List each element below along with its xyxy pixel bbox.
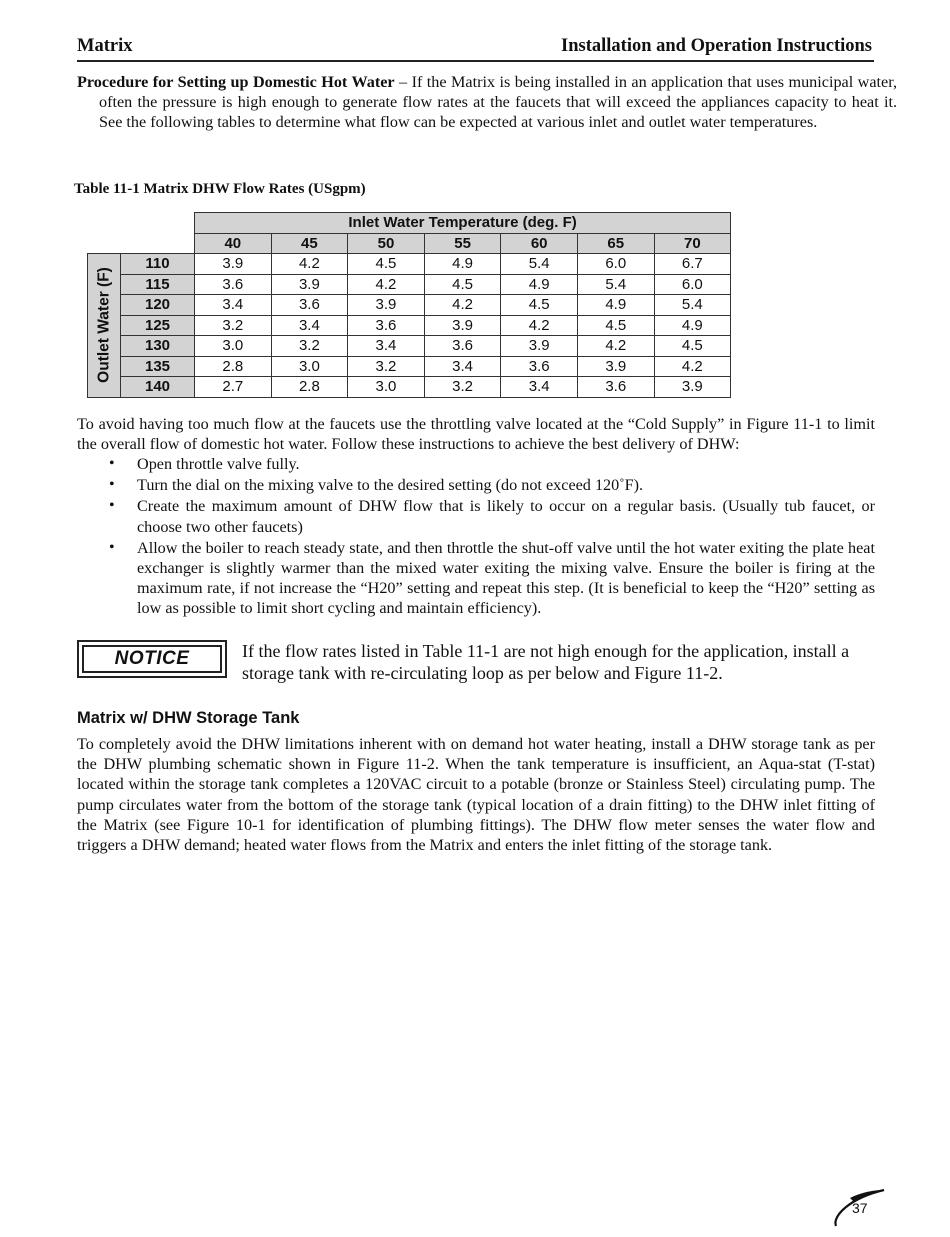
list-item: [77, 454, 875, 474]
throttle-paragraph: To avoid having too much flow at the faucets use the throttling valve located at the “Cold Supply” in Figure 11-1 to limit the overall flow of domestic hot water. Follow these instructions to achieve the best delivery of DHW:: [77, 415, 875, 454]
outlet-temp-row-header: 140: [121, 377, 195, 398]
flow-rate-cell: 3.0: [348, 377, 425, 398]
flow-rate-cell: 6.0: [577, 254, 654, 275]
table-group-header-row: [88, 213, 731, 234]
flow-rate-cell: 4.2: [348, 274, 425, 295]
flow-rate-cell: 3.9: [654, 377, 731, 398]
list-item: [77, 496, 875, 536]
flow-rate-cell: 3.2: [348, 356, 425, 377]
bullet-icon: •: [109, 476, 115, 494]
flow-rate-cell: 4.5: [424, 274, 501, 295]
flow-rate-cell: 4.2: [501, 315, 578, 336]
flow-rate-cell: 3.4: [271, 315, 348, 336]
intro-text: – If the Matrix is being installed in an application that uses municipal water, often the pressure is high enough to generate flow rates at the faucets that will exceed the appliances capacity to heat it. See the following tables to determine what flow can be expected at various inlet and outlet water temperatures.: [99, 73, 897, 132]
inlet-temp-column-header: 60: [501, 233, 578, 254]
flow-rate-cell: 4.5: [577, 315, 654, 336]
flow-rate-cell: 3.4: [501, 377, 578, 398]
header-product-name: Matrix: [77, 36, 133, 56]
table-row: [88, 254, 731, 275]
flow-rate-cell: 3.2: [424, 377, 501, 398]
flow-rate-cell: 3.2: [271, 336, 348, 357]
page-header: [77, 34, 874, 62]
outlet-temp-row-header: 125: [121, 315, 195, 336]
flow-rate-cell: 3.6: [501, 356, 578, 377]
flow-rate-cell: 2.8: [195, 356, 272, 377]
outlet-water-side-header: [88, 254, 121, 398]
flow-rate-cell: 3.6: [424, 336, 501, 357]
flow-rate-cell: 4.2: [424, 295, 501, 316]
notice-text: If the flow rates listed in Table 11-1 are not high enough for the application, install a storage tank with re-circulating loop as per below and Figure 11-2.: [242, 641, 850, 683]
flow-rate-cell: 3.6: [348, 315, 425, 336]
table-row: [88, 274, 731, 295]
flow-rate-cell: 4.5: [654, 336, 731, 357]
inlet-temp-column-header: 70: [654, 233, 731, 254]
inlet-temp-column-header: 45: [271, 233, 348, 254]
flow-rate-cell: 4.9: [654, 315, 731, 336]
intro-paragraph: [77, 72, 897, 133]
inlet-temp-column-header: 65: [577, 233, 654, 254]
outlet-temp-row-header: 130: [121, 336, 195, 357]
table-row: [88, 295, 731, 316]
flow-rate-cell: 3.0: [195, 336, 272, 357]
flow-rate-table: [87, 212, 731, 398]
flow-rate-cell: 3.9: [195, 254, 272, 275]
table-caption: Table 11-1 Matrix DHW Flow Rates (USgpm): [74, 181, 366, 197]
list-item-text: Open throttle valve fully.: [137, 455, 300, 473]
flow-rate-cell: 4.9: [577, 295, 654, 316]
list-item-text: Create the maximum amount of DHW flow that is likely to occur on a regular basis. (Usually tub faucet, or choose two other faucets): [137, 497, 875, 536]
header-section-title: Installation and Operation Instructions: [561, 36, 872, 56]
flow-rate-cell: 2.7: [195, 377, 272, 398]
table-row: [88, 377, 731, 398]
table-row: [88, 336, 731, 357]
outlet-temp-row-header: 115: [121, 274, 195, 295]
flow-rate-cell: 4.5: [348, 254, 425, 275]
flow-rate-cell: 3.4: [348, 336, 425, 357]
bullet-icon: •: [109, 538, 115, 556]
flow-rate-cell: 3.2: [195, 315, 272, 336]
notice-badge: [77, 640, 227, 678]
flow-rate-cell: 6.0: [654, 274, 731, 295]
flow-rate-cell: 3.9: [501, 336, 578, 357]
flow-rate-cell: 5.4: [654, 295, 731, 316]
list-item-text: Turn the dial on the mixing valve to the desired setting (do not exceed 120˚F).: [137, 476, 644, 495]
table-corner: [88, 233, 195, 254]
flow-rate-cell: 3.0: [271, 356, 348, 377]
inlet-temperature-header: Inlet Water Temperature (deg. F): [195, 213, 731, 234]
flow-rate-cell: 3.6: [195, 274, 272, 295]
flow-rate-cell: 3.6: [271, 295, 348, 316]
flow-rate-cell: 4.2: [577, 336, 654, 357]
flow-rate-cell: 5.4: [501, 254, 578, 275]
list-item: [77, 538, 875, 619]
list-item: [77, 475, 875, 495]
outlet-temp-row-header: 120: [121, 295, 195, 316]
flow-rate-cell: 4.9: [501, 274, 578, 295]
inlet-temp-column-header: 50: [348, 233, 425, 254]
notice-label: NOTICE: [82, 645, 222, 673]
flow-rate-cell: 5.4: [577, 274, 654, 295]
bullet-icon: •: [109, 497, 115, 515]
flow-rate-cell: 3.9: [424, 315, 501, 336]
table-corner: [88, 213, 195, 234]
flow-rate-cell: 4.9: [424, 254, 501, 275]
table-column-header-row: [88, 233, 731, 254]
flow-rate-cell: 4.2: [271, 254, 348, 275]
flow-rate-cell: 3.4: [195, 295, 272, 316]
table-row: [88, 356, 731, 377]
flow-rate-cell: 6.7: [654, 254, 731, 275]
storage-tank-paragraph: To completely avoid the DHW limitations inherent with on demand hot water heating, install a DHW storage tank as per the DHW plumbing schematic shown in Figure 11-2. When the tank temperature is insufficient, an Aqua-stat (T-stat) located within the storage tank completes a 120VAC circuit to a potable (bronze or Stainless Steel) circulating pump. The pump circulates water from the bottom of the storage tank (typical location of a drain fitting) to the DHW inlet fitting of the Matrix (see Figure 10-1 for identification of plumbing fittings). The DHW flow meter senses the water flow and triggers a DHW demand; heated water flows from the Matrix and enters the inlet fitting of the storage tank.: [77, 735, 875, 855]
flow-rate-cell: 3.9: [577, 356, 654, 377]
flow-rate-cell: 2.8: [271, 377, 348, 398]
flow-rate-cell: 3.4: [424, 356, 501, 377]
flow-rate-cell: 3.6: [577, 377, 654, 398]
page-number: 37: [852, 1200, 868, 1216]
bullet-icon: •: [109, 455, 115, 472]
outlet-water-label: Outlet Water (F): [95, 267, 113, 384]
intro-lead: Procedure for Setting up Domestic Hot Water: [77, 73, 395, 91]
outlet-temp-row-header: 110: [121, 254, 195, 275]
outlet-temp-row-header: 135: [121, 356, 195, 377]
flow-rate-cell: 4.2: [654, 356, 731, 377]
flow-rate-cell: 4.5: [501, 295, 578, 316]
inlet-temp-column-header: 55: [424, 233, 501, 254]
table-row: [88, 315, 731, 336]
flow-rate-cell: 3.9: [271, 274, 348, 295]
flow-rate-cell: 3.9: [348, 295, 425, 316]
storage-tank-heading: Matrix w/ DHW Storage Tank: [77, 709, 300, 727]
inlet-temp-column-header: 40: [195, 233, 272, 254]
instruction-list: [77, 454, 875, 620]
list-item-text: Allow the boiler to reach steady state, and then throttle the shut-off valve until the hot water exiting the plate heat exchanger is slightly warmer than the mixed water exiting the mixing valve. Ensure the boiler is firing at the maximum rate, if not increase the “H20” setting and repeat this step. (It is beneficial to keep the “H20” setting as low as possible to limit short cycling and maintain efficiency).: [137, 538, 875, 618]
